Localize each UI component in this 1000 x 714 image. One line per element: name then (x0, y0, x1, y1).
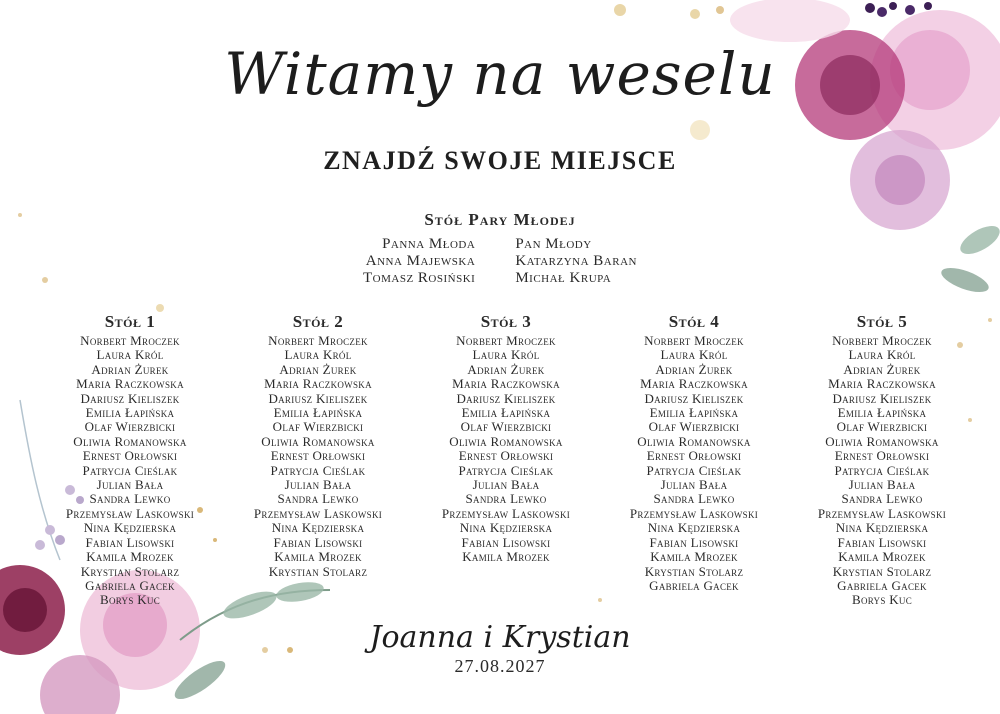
guest-name: Patrycja Cieślak (270, 462, 366, 478)
guest-name: Norbert Mroczek (456, 333, 556, 348)
table-title: Stół 5 (856, 312, 908, 331)
guest-name: Dariusz Kieliszek (832, 390, 932, 406)
guest-name: Julian Bała (848, 477, 916, 493)
guest-name: Emilia Łapińska (461, 405, 551, 421)
head-table-left-column (363, 236, 475, 287)
guest-name: Gabriela Gacek (649, 577, 739, 593)
guest-name: Borys Kuc (851, 592, 913, 608)
guest-name: Przemysław Laskowski (65, 505, 195, 521)
page-title: Witamy na weselu (224, 40, 776, 108)
guest-name: Julian Bała (284, 477, 352, 493)
table-title: Stół 1 (104, 312, 156, 331)
guest-name: Fabian Lisowski (461, 534, 551, 550)
table-column (787, 312, 977, 608)
couple-names: Joanna i Krystian (369, 620, 631, 655)
guest-name: Olaf Wierzbicki (648, 419, 740, 435)
guest-name: Patrycja Cieślak (646, 462, 742, 478)
guest-name: Przemysław Laskowski (441, 505, 571, 521)
guest-name: Laura Król (96, 347, 164, 363)
table-column (411, 312, 601, 565)
guest-name: Emilia Łapińska (273, 405, 363, 421)
guest-name: Dariusz Kieliszek (268, 390, 368, 406)
guest-name: Ernest Orłowski (270, 448, 366, 464)
table-title: Stół 2 (292, 312, 344, 331)
guest-name: Adrian Żurek (467, 361, 545, 377)
guest-name: Adrian Żurek (91, 361, 169, 377)
guest-name: Julian Bała (660, 477, 728, 493)
guest-name: Krystian Stolarz (80, 563, 180, 579)
guest-name: Nina Kędzierska (459, 520, 553, 536)
guest-name: Dariusz Kieliszek (456, 390, 556, 406)
guest-name: Przemysław Laskowski (253, 505, 383, 521)
guest-name: Ernest Orłowski (834, 448, 930, 464)
guest-name: Borys Kuc (99, 592, 161, 608)
guest-name: Nina Kędzierska (647, 520, 741, 536)
head-table-name: Anna Majewska (365, 253, 476, 269)
guest-name: Sandra Lewko (465, 491, 547, 507)
guest-name: Sandra Lewko (277, 491, 359, 507)
table-column (599, 312, 789, 593)
guest-name: Krystian Stolarz (644, 563, 744, 579)
guest-name: Dariusz Kieliszek (644, 390, 744, 406)
head-table-name: Tomasz Rosiński (363, 270, 476, 286)
table-title: Stół 3 (480, 312, 532, 331)
guest-name: Adrian Żurek (843, 361, 921, 377)
guest-name: Sandra Lewko (653, 491, 735, 507)
guest-name: Emilia Łapińska (837, 405, 927, 421)
guest-name: Ernest Orłowski (646, 448, 742, 464)
guest-name: Laura Król (472, 347, 540, 363)
guest-name: Ernest Orłowski (458, 448, 554, 464)
guest-name: Julian Bała (96, 477, 164, 493)
guest-name: Gabriela Gacek (85, 577, 175, 593)
guest-name: Maria Raczkowska (640, 376, 748, 392)
head-table-name: Panna Młoda (382, 236, 476, 252)
table-column (223, 312, 413, 579)
guest-name: Oliwia Romanowska (449, 433, 563, 449)
guest-name: Patrycja Cieślak (82, 462, 178, 478)
guest-name: Norbert Mroczek (644, 333, 744, 348)
guest-name: Sandra Lewko (841, 491, 923, 507)
guest-name: Norbert Mroczek (80, 333, 180, 348)
table-title: Stół 4 (668, 312, 720, 331)
guest-name: Oliwia Romanowska (825, 433, 939, 449)
guest-name: Kamila Mrozek (838, 549, 926, 565)
guest-name: Adrian Żurek (655, 361, 733, 377)
guest-name: Olaf Wierzbicki (272, 419, 364, 435)
guest-name: Norbert Mroczek (832, 333, 932, 348)
head-table-right-column (515, 236, 637, 287)
head-table-title: Stół Pary Młodej (424, 210, 576, 229)
guest-name: Olaf Wierzbicki (460, 419, 552, 435)
guest-name: Olaf Wierzbicki (836, 419, 928, 435)
guest-name: Kamila Mrozek (274, 549, 362, 565)
guest-name: Norbert Mroczek (268, 333, 368, 348)
guest-name: Dariusz Kieliszek (80, 390, 180, 406)
guest-name: Emilia Łapińska (649, 405, 739, 421)
head-table-name: Michał Krupa (515, 270, 612, 286)
guest-name: Fabian Lisowski (649, 534, 739, 550)
guest-name: Gabriela Gacek (837, 577, 927, 593)
guest-name: Emilia Łapińska (85, 405, 175, 421)
guest-name: Fabian Lisowski (837, 534, 927, 550)
guest-name: Julian Bała (472, 477, 540, 493)
guest-name: Przemysław Laskowski (817, 505, 947, 521)
guest-name: Oliwia Romanowska (73, 433, 187, 449)
guest-name: Patrycja Cieślak (458, 462, 554, 478)
head-table-name: Pan Młody (515, 236, 592, 252)
guest-name: Oliwia Romanowska (261, 433, 375, 449)
guest-name: Maria Raczkowska (76, 376, 184, 392)
guest-name: Ernest Orłowski (82, 448, 178, 464)
guest-name: Kamila Mrozek (86, 549, 174, 565)
guest-name: Kamila Mrozek (650, 549, 738, 565)
guest-name: Laura Król (848, 347, 916, 363)
guest-name: Adrian Żurek (279, 361, 357, 377)
guest-name: Nina Kędzierska (835, 520, 929, 536)
guest-name: Nina Kędzierska (83, 520, 177, 536)
guest-name: Kamila Mrozek (462, 549, 550, 565)
guest-name: Laura Król (660, 347, 728, 363)
guest-name: Przemysław Laskowski (629, 505, 759, 521)
guest-name: Patrycja Cieślak (834, 462, 930, 478)
table-column (35, 312, 225, 608)
guest-name: Maria Raczkowska (828, 376, 936, 392)
page-subtitle: ZNAJDŹ SWOJE MIEJSCE (323, 146, 677, 175)
head-table (0, 210, 1000, 287)
wedding-date: 27.08.2027 (454, 656, 546, 676)
guest-name: Fabian Lisowski (85, 534, 175, 550)
guest-name: Fabian Lisowski (273, 534, 363, 550)
guest-name: Krystian Stolarz (832, 563, 932, 579)
guest-name: Nina Kędzierska (271, 520, 365, 536)
guest-name: Oliwia Romanowska (637, 433, 751, 449)
guest-name: Olaf Wierzbicki (84, 419, 176, 435)
head-table-name: Katarzyna Baran (515, 253, 637, 269)
guest-name: Maria Raczkowska (452, 376, 560, 392)
guest-name: Laura Król (284, 347, 352, 363)
guest-name: Maria Raczkowska (264, 376, 372, 392)
guest-name: Krystian Stolarz (268, 563, 368, 579)
guest-name: Sandra Lewko (89, 491, 171, 507)
